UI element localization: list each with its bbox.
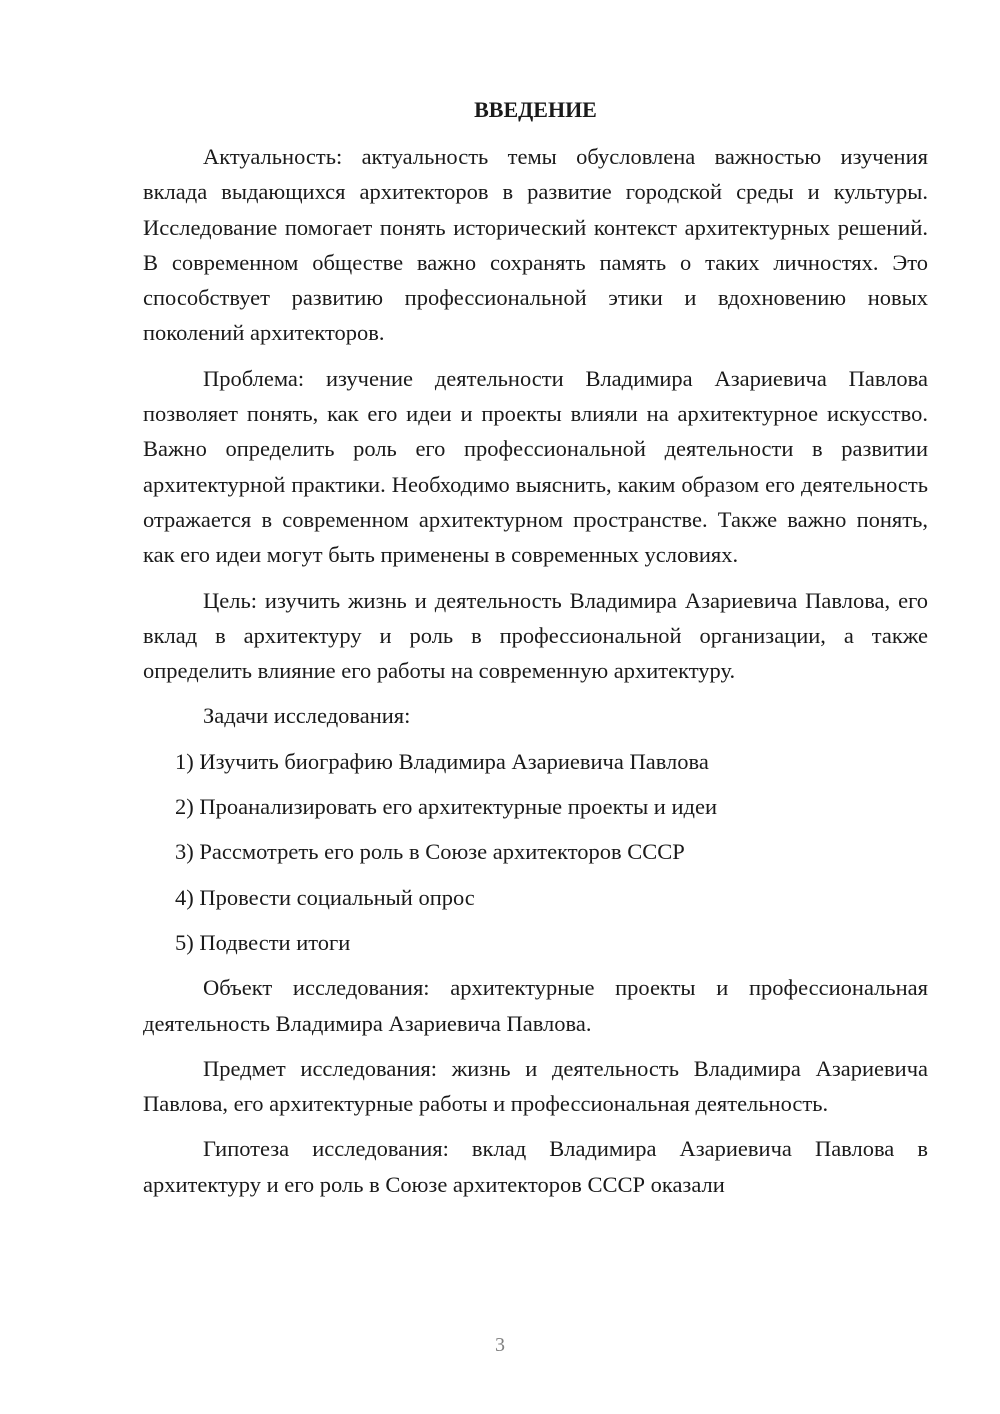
page-content xyxy=(143,95,928,1211)
page-number: 3 xyxy=(495,1334,505,1356)
tasks-heading: Задачи исследования: xyxy=(203,703,411,729)
paragraph-relevance: Актуальность: актуальность темы обусловлена важностью изучения вклада выдающихся архитекторов в развитие городской среды и культуры. Исследование помогает понять исторический контекст архитектурных решений. В современном обществе важно сохранять память о таких личностях. Это способствует развитию профессиональной этики и вдохновению новых поколений архитекторов. xyxy=(143,144,928,346)
list-item: 3) Рассмотреть его роль в Союзе архитекторов СССР xyxy=(175,839,685,865)
list-item: 2) Проанализировать его архитектурные проекты и идеи xyxy=(175,794,717,820)
section-title: ВВЕДЕНИЕ xyxy=(474,97,597,122)
paragraph-object: Объект исследования: архитектурные проекты и профессиональная деятельность Владимира Азариевича Павлова. xyxy=(143,975,928,1036)
paragraph-hypothesis: Гипотеза исследования: вклад Владимира Азариевича Павлова в архитектуру и его роль в Союзе архитекторов СССР оказали xyxy=(143,1136,928,1197)
list-item: 1) Изучить биографию Владимира Азариевича Павлова xyxy=(175,748,709,774)
paragraph-problem: Проблема: изучение деятельности Владимира Азариевича Павлова позволяет понять, как его идеи и проекты влияли на архитектурное искусство. Важно определить роль его профессиональной деятельности в развитии архитектурной практики. Необходимо выяснить, каким образом его деятельность отражается в современном архитектурном пространстве. Также важно понять, как его идеи могут быть применены в современных условиях. xyxy=(143,365,928,568)
paragraph-subject: Предмет исследования: жизнь и деятельность Владимира Азариевича Павлова, его архитектурные работы и профессиональная деятельность. xyxy=(143,1055,928,1117)
list-item: 4) Провести социальный опрос xyxy=(175,884,475,910)
paragraph-goal: Цель: изучить жизнь и деятельность Владимира Азариевича Павлова, его вклад в архитектуру и роль в профессиональной организации, а также определить влияние его работы на современную архитектуру. xyxy=(143,587,928,684)
list-item: 5) Подвести итоги xyxy=(175,929,351,955)
tasks-list xyxy=(143,744,928,960)
